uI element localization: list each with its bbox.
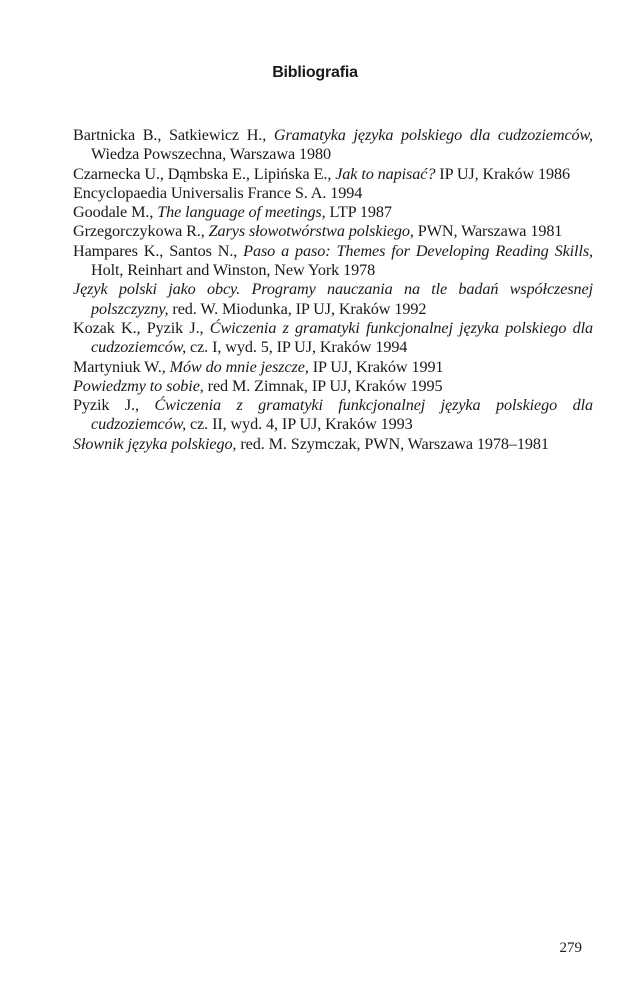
bibliography-entry (73, 396, 593, 435)
entry-publication: red. W. Miodunka, IP UJ, Kraków 1992 (168, 299, 427, 318)
entry-title: Mów do mnie jeszcze, (169, 357, 309, 376)
entry-publication: Holt, Reinhart and Winston, New York 1978 (91, 261, 376, 280)
bibliography-entry (73, 319, 593, 358)
entry-authors: Bartnicka B., Satkiewicz H., (73, 126, 274, 144)
entry-authors: Hampares K., Santos N., (73, 241, 244, 260)
entry-publication: Wiedza Powszechna, Warszawa 1980 (91, 145, 331, 164)
bibliography-entry (73, 222, 593, 241)
entry-authors: Czarnecka U., Dąmbska E., Lipińska E., (73, 164, 336, 183)
page-title: Bibliografia (272, 64, 358, 81)
page-number: 279 (559, 940, 582, 956)
bibliography-entry (73, 165, 593, 184)
entry-publication: PWN, Warszawa 1981 (413, 222, 563, 241)
entry-title: Jak to napisać? (335, 164, 436, 183)
bibliography-entry (73, 280, 593, 319)
entry-title: Ćwiczenia z gramatyki funkcjonalnej języka polskiego dla cudzoziemców, (91, 318, 594, 357)
entry-title: Język polski jako obcy. Programy nauczania na tle badań współczesnej polszczyzny, (73, 280, 593, 318)
entry-publication: cz. I, wyd. 5, IP UJ, Kraków 1994 (186, 338, 408, 357)
entry-publication: red. M. Szymczak, PWN, Warszawa 1978–1981 (236, 434, 549, 453)
entry-title: Powiedzmy to sobie, (73, 376, 204, 395)
entry-title: Słownik języka polskiego, (73, 434, 237, 453)
bibliography-entry (73, 377, 593, 396)
entry-title: Zarys słowotwórstwa polskiego, (208, 222, 414, 241)
entry-publication: IP UJ, Kraków 1991 (308, 357, 444, 376)
entry-title: Paso a paso: Themes for Developing Reading Skills, (243, 241, 593, 260)
entry-authors: Kozak K., Pyzik J., (73, 318, 210, 337)
entry-authors: Martyniuk W., (73, 357, 170, 376)
bibliography-entry (73, 242, 593, 281)
bibliography-entry (73, 126, 593, 165)
entry-publication: IP UJ, Kraków 1986 (435, 164, 570, 183)
entry-publication: cz. II, wyd. 4, IP UJ, Kraków 1993 (186, 415, 413, 434)
entry-title: The language of meetings, (157, 203, 326, 222)
entry-authors: Goodale M., (73, 203, 158, 222)
entry-title: Gramatyka języka polskiego dla cudzoziemców, (273, 126, 593, 144)
bibliography-entry (73, 358, 593, 377)
entry-authors: Encyclopaedia Universalis France S. A. 1994 (73, 183, 363, 202)
bibliography-entry (73, 203, 593, 222)
entry-title: Ćwiczenia z gramatyki funkcjonalnej języka polskiego dla cudzoziemców, (91, 396, 593, 434)
bibliography-entry (73, 435, 593, 454)
entry-publication: red M. Zimnak, IP UJ, Kraków 1995 (203, 376, 443, 395)
entry-authors: Pyzik J., (73, 396, 155, 415)
entry-authors: Grzegorczykowa R., (73, 222, 209, 241)
entry-publication: LTP 1987 (325, 203, 392, 222)
bibliography-list (73, 126, 593, 454)
bibliography-entry (73, 184, 593, 203)
